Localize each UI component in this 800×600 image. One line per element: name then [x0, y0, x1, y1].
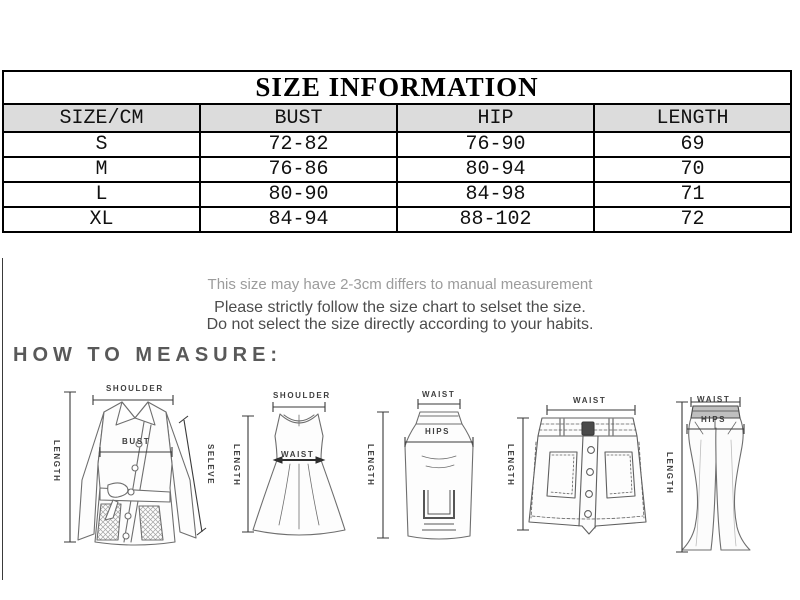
note-follow-chart: Please strictly follow the size chart to selset the size.: [214, 299, 586, 316]
cell-bust: 84-94: [200, 207, 397, 232]
mini-skirt-figure: [506, 382, 661, 552]
col-header-length: LENGTH: [594, 104, 791, 132]
pencil-skirt-hips-label: HIPS: [425, 427, 451, 436]
jacket-shoulder-label: SHOULDER: [106, 384, 164, 393]
cell-hip: 76-90: [397, 132, 594, 157]
pencil-skirt-length-label: LENGTH: [366, 444, 375, 487]
pants-figure: [655, 382, 795, 567]
table-row-xl: [3, 207, 791, 232]
note-habits: Do not select the size directly according to your habits.: [206, 315, 594, 333]
size-table: [2, 70, 792, 233]
cell-hip: 84-98: [397, 182, 594, 207]
note-tolerance: This size may have 2-3cm differs to manual measurement: [207, 276, 593, 293]
col-header-bust: BUST: [200, 104, 397, 132]
cell-bust: 80-90: [200, 182, 397, 207]
cell-hip: 88-102: [397, 207, 594, 232]
pencil-skirt-waist-label: WAIST: [422, 390, 456, 399]
left-border-rule: [2, 258, 3, 580]
dress-waist-label: WAIST: [281, 450, 315, 459]
mini-skirt-waist-label: WAIST: [573, 396, 607, 405]
dress-illustration: [232, 382, 372, 557]
jacket-bust-label: BUST: [122, 437, 151, 446]
jacket-illustration: [38, 382, 233, 557]
dress-shoulder-label: SHOULDER: [273, 391, 331, 400]
table-row-m: [3, 157, 791, 182]
cell-length: 72: [594, 207, 791, 232]
size-table-header-row: [3, 104, 791, 132]
cell-size: S: [3, 132, 200, 157]
size-notes: [0, 276, 800, 334]
pants-hips-label: HIPS: [701, 415, 727, 424]
cell-size: L: [3, 182, 200, 207]
pencil-skirt-illustration: [362, 382, 502, 557]
dress-length-label: LENGTH: [232, 444, 241, 487]
jacket-length-label: LENGTH: [52, 440, 61, 483]
pants-waist-label: WAIST: [697, 395, 731, 404]
pencil-skirt-figure: [362, 382, 502, 557]
cell-size: XL: [3, 207, 200, 232]
mini-skirt-length-label: LENGTH: [506, 444, 515, 487]
cell-length: 69: [594, 132, 791, 157]
jacket-sleeve-label: SELEVE: [206, 444, 215, 486]
how-to-measure-heading: HOW TO MEASURE:: [13, 344, 283, 366]
dress-figure: [232, 382, 372, 557]
cell-length: 71: [594, 182, 791, 207]
cell-size: M: [3, 157, 200, 182]
cell-hip: 80-94: [397, 157, 594, 182]
pants-illustration: [655, 382, 795, 567]
cell-length: 70: [594, 157, 791, 182]
table-row-s: [3, 132, 791, 157]
table-row-l: [3, 182, 791, 207]
pants-length-label: LENGTH: [665, 452, 674, 495]
col-header-size: SIZE/CM: [3, 104, 200, 132]
size-table-title: SIZE INFORMATION: [3, 71, 791, 104]
jacket-figure: [38, 382, 233, 557]
cell-bust: 72-82: [200, 132, 397, 157]
col-header-hip: HIP: [397, 104, 594, 132]
cell-bust: 76-86: [200, 157, 397, 182]
mini-skirt-illustration: [506, 382, 661, 552]
